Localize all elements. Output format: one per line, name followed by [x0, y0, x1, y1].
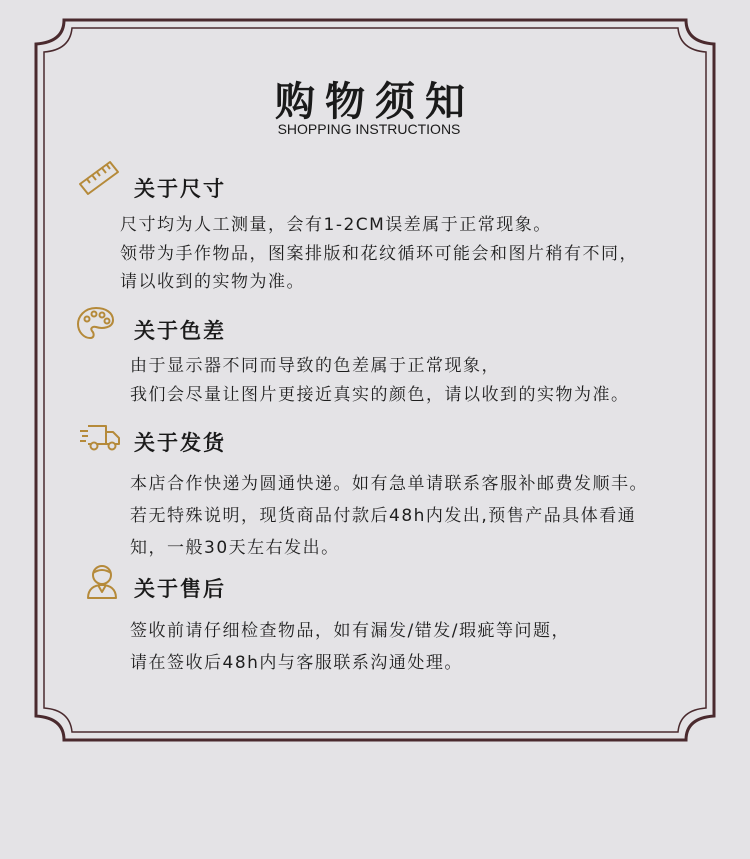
section-line: 尺寸均为人工测量，会有1-2CM误差属于正常现象。 — [120, 215, 552, 235]
section-line: 请在签收后48h内与客服联系沟通处理。 — [130, 653, 463, 673]
section-line: 领带为手作物品，图案排版和花纹循环可能会和图片稍有不同， — [120, 244, 638, 264]
section-line: 本店合作快递为圆通快递。如有急单请联系客服补邮费发顺丰。 — [130, 474, 648, 494]
section-title: 关于售后 — [134, 577, 226, 601]
section-title: 关于色差 — [134, 319, 226, 343]
customer-service-icon — [84, 562, 120, 600]
section-line: 我们会尽量让图片更接近真实的颜色，请以收到的实物为准。 — [130, 385, 630, 405]
page-subtitle: SHOPPING INSTRUCTIONS — [277, 121, 461, 137]
page-title: 购物须知 — [275, 79, 475, 125]
delivery-truck-icon — [78, 423, 122, 453]
section-line: 若无特殊说明，现货商品付款后48h内发出,预售产品具体看通 — [130, 506, 637, 526]
section-title: 关于发货 — [134, 431, 226, 455]
section-line: 由于显示器不同而导致的色差属于正常现象， — [130, 356, 500, 376]
section-title: 关于尺寸 — [134, 177, 226, 201]
section-line: 请以收到的实物为准。 — [120, 272, 305, 292]
section-line: 签收前请仔细检查物品，如有漏发/错发/瑕疵等问题， — [130, 621, 570, 641]
ruler-icon — [78, 160, 120, 196]
section-line: 知，一般30天左右发出。 — [130, 538, 340, 558]
palette-icon — [76, 305, 116, 341]
